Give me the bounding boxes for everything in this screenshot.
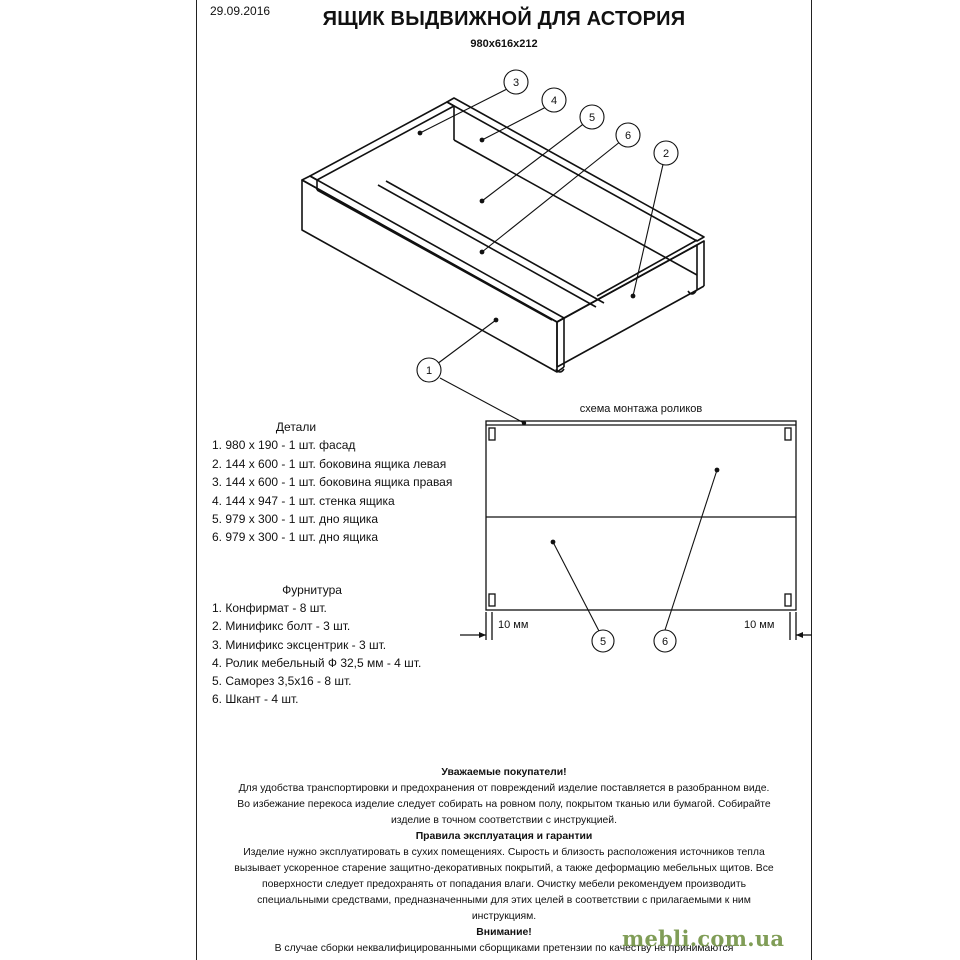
hardware-list: [212, 581, 421, 708]
roller-scheme-title: схема монтажа роликов: [579, 403, 703, 415]
left-offset-label: 10 мм: [498, 619, 529, 631]
parts-item: 4. 144 х 947 - 1 шт. стенка ящика: [212, 493, 395, 508]
document-title: ЯЩИК ВЫДВИЖНОЙ ДЛЯ АСТОРИЯ: [322, 8, 686, 30]
notice-line: поверхности следует предохранять от попадания влаги. Очистку мебели рекомендуем производить: [261, 879, 747, 890]
document-date: 29.09.2016: [210, 4, 271, 18]
notice-line: специальными средствами, предназначенными для этих целей в соответствии с прилагаемыми к ним: [257, 895, 751, 906]
hardware-item: 2. Минификс болт - 3 шт.: [212, 619, 351, 634]
bottom-panel-outline: [486, 421, 796, 610]
parts-item: 3. 144 х 600 - 1 шт. боковина ящика правая: [212, 475, 453, 490]
callout-1-label: 1: [425, 365, 433, 377]
notice-greeting: Уважаемые покупатели!: [441, 767, 567, 778]
callout-3-label: 3: [512, 77, 520, 89]
hardware-item: 3. Минификс эксцентрик - 3 шт.: [212, 637, 387, 652]
notice-line: Изделие нужно эксплуатировать в сухих помещениях. Сырость и близость расположения источников тепла: [243, 847, 765, 858]
notice-line: изделие в точном соответствии с инструкцией.: [391, 815, 617, 826]
rules-heading: Правила эксплуатация и гарантии: [415, 831, 593, 842]
hardware-item: 1. Конфирмат - 8 шт.: [212, 601, 327, 616]
parts-list: [212, 418, 452, 547]
parts-heading: Детали: [275, 420, 317, 434]
parts-item: 2. 144 х 600 - 1 шт. боковина ящика левая: [212, 456, 447, 471]
notice-line: В случае сборки неквалифицированными сборщиками претензии по качеству не принимаются: [274, 943, 734, 954]
parts-item: 6. 979 х 300 - 1 шт. дно ящика: [212, 530, 379, 545]
callout-2-label: 2: [662, 148, 670, 160]
attention-heading: Внимание!: [476, 927, 532, 938]
product-dimensions: 980x616x212: [470, 38, 538, 50]
front-panel-top: [302, 176, 564, 322]
callout-6-label: 6: [624, 130, 632, 142]
roller-mounting-scheme: [460, 403, 812, 652]
watermark: mebli.com.ua: [622, 926, 785, 951]
front-panel: [302, 180, 557, 372]
hardware-item: 4. Ролик мебельный Ф 32,5 мм - 4 шт.: [212, 655, 422, 670]
parts-item: 5. 979 х 300 - 1 шт. дно ящика: [212, 512, 379, 527]
parts-item: 1. 980 х 190 - 1 шт. фасад: [212, 438, 356, 453]
notice-line: вызывает ускоренное старение защитно-декоративных покрытий, а также деформацию мебельных щитов. Все: [234, 863, 774, 874]
notice-line: Для удобства транспортировки и предохранения от повреждений изделие поставляется в разобранном виде.: [238, 783, 770, 794]
callout-4-label: 4: [550, 95, 558, 107]
notice-line: инструкциям.: [471, 911, 537, 922]
scheme-callout-5: 5: [599, 636, 607, 648]
hardware-heading: Фурнитура: [282, 583, 342, 597]
scheme-callout-6: 6: [661, 636, 669, 648]
right-offset-label: 10 мм: [744, 619, 775, 631]
notice-line: Во избежание перекоса изделие следует собирать на ровном полу, покрытом тканью или бумагой. Собирайте: [237, 799, 771, 810]
callout-5-label: 5: [588, 112, 596, 124]
hardware-item: 5. Саморез 3,5х16 - 8 шт.: [212, 674, 352, 689]
hardware-item: 6. Шкант - 4 шт.: [212, 692, 299, 707]
